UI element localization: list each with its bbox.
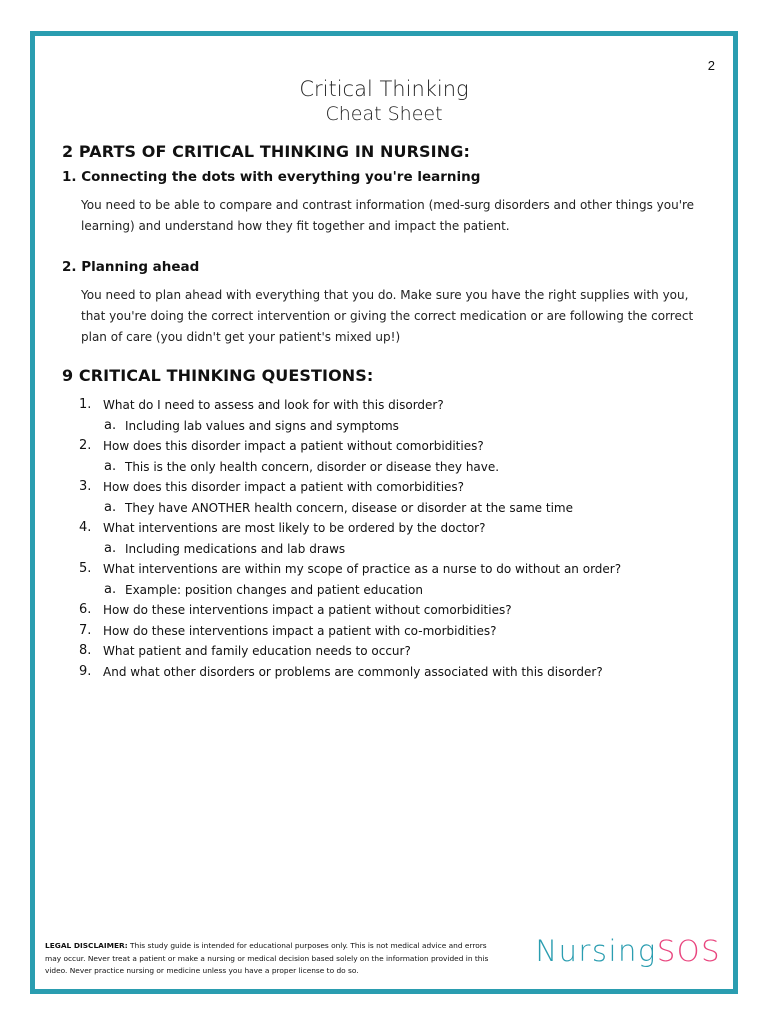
list-letter: a.	[104, 499, 117, 515]
list-item	[62, 395, 713, 416]
nursingsos-logo	[535, 934, 721, 968]
list-subitem	[62, 498, 713, 519]
part-text-2: You need to plan ahead with everything that you do. Make sure you have the right supplies with you, that you're doing the correct intervention or giving the correct medication or are following the correct plan of care (you didn't get your patient's mixed up!)	[81, 288, 694, 344]
question-text: What interventions are most likely to be ordered by the doctor?	[103, 521, 486, 535]
list-number: 9.	[79, 663, 92, 679]
list-subitem	[62, 457, 713, 478]
list-number: 2.	[79, 438, 92, 453]
logo-part-sos: SOS	[656, 934, 721, 968]
question-text: How do these interventions impact a patient with co-morbidities?	[103, 623, 497, 638]
part-heading-1: 1. Connecting the dots with everything you're learning	[62, 169, 481, 185]
page-frame	[30, 31, 738, 994]
list-number: 4.	[79, 520, 92, 535]
question-text: How does this disorder impact a patient without comorbidities?	[103, 439, 484, 453]
section-heading-parts: 2 PARTS OF CRITICAL THINKING IN NURSING:	[62, 142, 470, 161]
content	[62, 142, 713, 682]
list-item	[62, 662, 713, 683]
list-number: 6.	[79, 602, 92, 617]
page-title: Critical Thinking	[299, 77, 469, 101]
question-text: And what other disorders or problems are commonly associated with this disorder?	[103, 664, 603, 679]
list-item	[62, 518, 713, 539]
logo-part-nursing: Nursing	[535, 934, 657, 968]
list-number: 3.	[79, 479, 92, 494]
page-subtitle: Cheat Sheet	[325, 103, 443, 125]
list-subitem	[62, 539, 713, 560]
page-number: 2	[707, 58, 715, 73]
list-letter: a.	[104, 540, 117, 556]
question-text: How do these interventions impact a patient without comorbidities?	[103, 603, 512, 617]
subitem-text: Including lab values and signs and symptoms	[125, 418, 399, 433]
subitem-text: Example: position changes and patient education	[125, 582, 423, 597]
part-text-1: You need to be able to compare and contrast information (med-surg disorders and other things you're learning) and understand how they fit together and impact the patient.	[81, 198, 695, 233]
list-subitem	[62, 416, 713, 437]
question-text: What interventions are within my scope of practice as a nurse to do without an order?	[103, 562, 622, 576]
section-heading-questions: 9 CRITICAL THINKING QUESTIONS:	[62, 366, 374, 385]
list-item	[62, 477, 713, 498]
list-number: 7.	[79, 622, 92, 638]
title-block	[35, 76, 733, 126]
part-heading-2: 2. Planning ahead	[62, 259, 200, 275]
list-subitem	[62, 580, 713, 601]
disclaimer-label: LEGAL DISCLAIMER:	[45, 941, 128, 950]
list-number: 1.	[79, 397, 92, 412]
list-item	[62, 559, 713, 580]
list-item	[62, 436, 713, 457]
list-letter: a.	[104, 581, 117, 597]
questions-list	[62, 395, 713, 682]
question-text: What patient and family education needs to occur?	[103, 644, 411, 658]
question-text: What do I need to assess and look for with this disorder?	[103, 398, 444, 412]
disclaimer-text: This study guide is intended for educational purposes only. This is not medical advice and errors may occur. Never treat a patient or make a nursing or medical decision based solely on the information provided in this video. Never practice nursing or medicine unless you have a proper license to do so.	[45, 941, 489, 975]
subitem-text: Including medications and lab draws	[125, 541, 346, 556]
subitem-text: They have ANOTHER health concern, disease or disorder at the same time	[125, 500, 573, 515]
list-number: 5.	[79, 561, 92, 576]
legal-disclaimer	[45, 940, 505, 978]
subitem-text: This is the only health concern, disorder or disease they have.	[125, 459, 500, 474]
list-item	[62, 621, 713, 642]
list-item	[62, 600, 713, 621]
list-letter: a.	[104, 458, 117, 474]
list-number: 8.	[79, 643, 92, 658]
list-item	[62, 641, 713, 662]
question-text: How does this disorder impact a patient with comorbidities?	[103, 480, 465, 494]
list-letter: a.	[104, 417, 117, 433]
